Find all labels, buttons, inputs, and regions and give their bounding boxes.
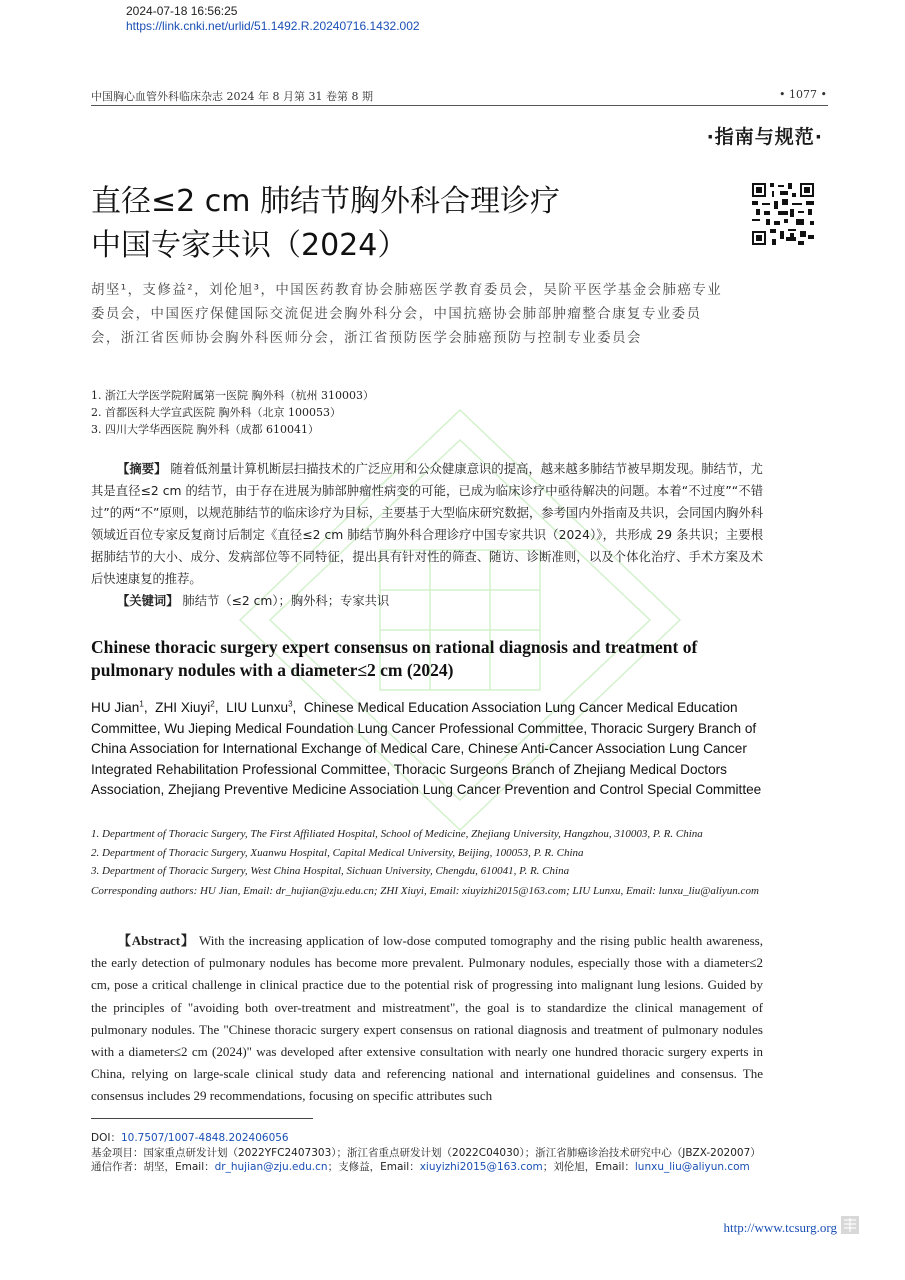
keywords-cn bbox=[117, 591, 389, 609]
email-link[interactable]: xiuyizhi2015@163.com bbox=[419, 1161, 543, 1173]
corr-label: 通信作者：胡坚，Email： bbox=[91, 1161, 215, 1173]
title-cn-line2: 中国专家共识（2024） bbox=[91, 228, 408, 263]
abstract-en-text: With the increasing application of low-dose computed tomography and the rising public health awareness, the early detection of pulmonary nodules has become more prevalent. Pulmonary nodules, especially those with a diameter≤2 cm, pose a critical challenge in clinical practice due to the potential risk of progressing into malignant lung lesions. Guided by the principles of "avoiding both over-treatment and mistreatment", the goal is to standardize the clinical management of pulmonary nodules. The "Chinese thoracic surgery expert consensus on rational diagnosis and treatment of pulmonary nodules with a diameter≤2 cm (2024)" was developed after extensive consultation with nearly one hundred thoracic surgery experts in China, relying on large-scale clinical study data and referencing national and international guidelines and consensus. The consensus includes 29 recommendations, focusing on specific attributes such bbox=[91, 933, 763, 1104]
stamp-datetime: 2024-07-18 16:56:25 bbox=[126, 4, 238, 18]
doi-link[interactable]: 10.7507/1007-4848.202406056 bbox=[120, 1132, 289, 1144]
abstract-cn bbox=[91, 458, 763, 590]
title-en: Chinese thoracic surgery expert consensus on rational diagnosis and treatment of pulmonary nodules with a diameter≤2 cm (2024) bbox=[91, 637, 698, 680]
corresponding-line-cn bbox=[91, 1160, 763, 1175]
section-tag: ·指南与规范· bbox=[706, 126, 823, 148]
footnote-rule bbox=[91, 1118, 313, 1119]
affiliation-en-item: 1. Department of Thoracic Surgery, The First Affiliated Hospital, School of Medicine, Zhejiang University, Hangzhou, 310003, P. R. China bbox=[91, 828, 703, 840]
affiliation-cn-item: 1. 浙江大学医学院附属第一医院 胸外科（杭州 310003） bbox=[91, 389, 374, 402]
stamp-url-link[interactable]: https://link.cnki.net/urlid/51.1492.R.20240716.1432.002 bbox=[126, 19, 420, 33]
doi-label: DOI： bbox=[91, 1132, 121, 1144]
corresponding-authors-en: Corresponding authors: HU Jian, Email: dr_hujian@zju.edu.cn; ZHI Xiuyi, Email: xiuyizhi2015@163.com; LIU Lunxu, Email: lunxu_liu@aliyun.com bbox=[91, 885, 759, 897]
corr-separator: ；支修益，Email： bbox=[327, 1161, 420, 1173]
email-link[interactable]: dr_hujian@zju.edu.cn bbox=[214, 1161, 328, 1173]
corr-separator: ；刘伦旭，Email： bbox=[542, 1161, 635, 1173]
author-groups-en: Chinese Medical Education Association Lung Cancer Medical Education Committee, Wu Jieping Medical Foundation Lung Cancer Professional Committee, Thoracic Surgery Branch of China Association for International Exchange of Medical Care, Chinese Anti-Cancer Association Lung Cancer Integrated Rehabilitation Professional Committee, Thoracic Surgeons Branch of Zhejiang Medical Doctors Association, Zhejiang Preventive Medicine Association Lung Cancer Prevention and Control Special Committee bbox=[91, 700, 762, 797]
author-en: ZHI Xiuyi bbox=[155, 700, 211, 715]
affiliations-cn bbox=[91, 387, 374, 438]
abstract-cn-text: 随着低剂量计算机断层扫描技术的广泛应用和公众健康意识的提高，越来越多肺结节被早期发现。肺结节，尤其是直径≤2 cm 的结节，由于存在进展为肺部肿瘤性病变的可能，已成为临床诊疗中亟待解决的问题。本着“不过度”“不错过”的两“不”原则，以规范肺结节的临床诊疗为目标，主要基于大型临床研究数据，参考国内外指南及共识，会同国内胸外科领域近百位专家反复商讨后制定《直径≤2 cm 肺结节胸外科合理诊疗中国专家共识（2024）》，共形成 29 条共识；主要根据肺结节的大小、成分、发病部位等不同特征，提出具有针对性的筛查、随访、诊断准则，以及个体化治疗、手术方案及术后快速康复的推荐。 bbox=[91, 462, 763, 586]
online-first-stamp bbox=[126, 4, 420, 34]
site-url-link[interactable]: http://www.tcsurg.org bbox=[723, 1220, 837, 1235]
authors-cn: 胡坚¹，支修益²，刘伦旭³，中国医药教育协会肺癌医学教育委员会，吴阶平医学基金会肺癌专业委员会，中国医疗保健国际交流促进会胸外科分会，中国抗癌协会肺部肿瘤整合康复专业委员会，浙江省医师协会胸外科医师分会，浙江省预防医学会肺癌预防与控制专业委员会 bbox=[91, 283, 723, 346]
footnotes bbox=[91, 1131, 763, 1175]
authors-en: HU Jian$^1$, ZHI Xiuyi$^2$, LIU Lunxu$^3$, Chinese Medical Education Association Lung Cancer Medical Education Committee, Wu Jieping Medical Foundation Lung Cancer Professional Committee, Thoracic Surgery Branch of China Association for International Exchange of Medical Care, Chinese Anti-Cancer Association Lung Cancer Integrated Rehabilitation Professional Committee, Thoracic Surgeons Branch of Zhejiang Medical Doctors Association, Zhejiang Preventive Medicine Association Lung Cancer Prevention and Control Special Committee bbox=[91, 699, 762, 797]
header-rule bbox=[91, 105, 828, 106]
affiliation-en-item: 2. Department of Thoracic Surgery, Xuanwu Hospital, Capital Medical University, Beijing, 100053, P. R. China bbox=[91, 846, 584, 859]
affiliation-cn-item: 2. 首都医科大学宣武医院 胸外科（北京 100053） bbox=[91, 406, 341, 419]
journal-logo-icon bbox=[840, 1215, 860, 1235]
title-cn bbox=[91, 180, 711, 268]
email-link[interactable]: lunxu_liu@aliyun.com bbox=[634, 1161, 750, 1173]
keywords-cn-label: 【关键词】 bbox=[117, 594, 179, 608]
affiliation-en-item: 3. Department of Thoracic Surgery, West China Hospital, Sichuan University, Chengdu, 610041, P. R. China bbox=[91, 865, 570, 877]
title-cn-line1: 直径≤2 cm 肺结节胸外科合理诊疗 bbox=[91, 184, 561, 219]
running-header: 中国胸心血管外科临床杂志 2024 年 8 月第 31 卷第 8 期 bbox=[91, 90, 373, 103]
affiliation-cn-item: 3. 四川大学华西医院 胸外科（成都 610041） bbox=[91, 423, 319, 436]
page-number: • 1077 • bbox=[779, 88, 827, 101]
qr-code-icon bbox=[752, 183, 814, 245]
abstract-en bbox=[91, 930, 763, 1108]
doi-line bbox=[91, 1131, 763, 1146]
keywords-cn-text: 肺结节（≤2 cm）；胸外科；专家共识 bbox=[182, 594, 390, 608]
affiliations-en bbox=[91, 825, 763, 881]
abstract-cn-label: 【摘要】 bbox=[117, 462, 167, 476]
author-en: LIU Lunxu bbox=[226, 700, 289, 715]
abstract-en-label: 【Abstract】 bbox=[117, 933, 195, 948]
author-en: HU Jian bbox=[91, 700, 140, 715]
fund-line: 基金项目：国家重点研发计划（2022YFC2407303）；浙江省重点研发计划（2022C04030）；浙江省肺癌诊治技术研究中心（JBZX-202007） bbox=[91, 1146, 761, 1159]
